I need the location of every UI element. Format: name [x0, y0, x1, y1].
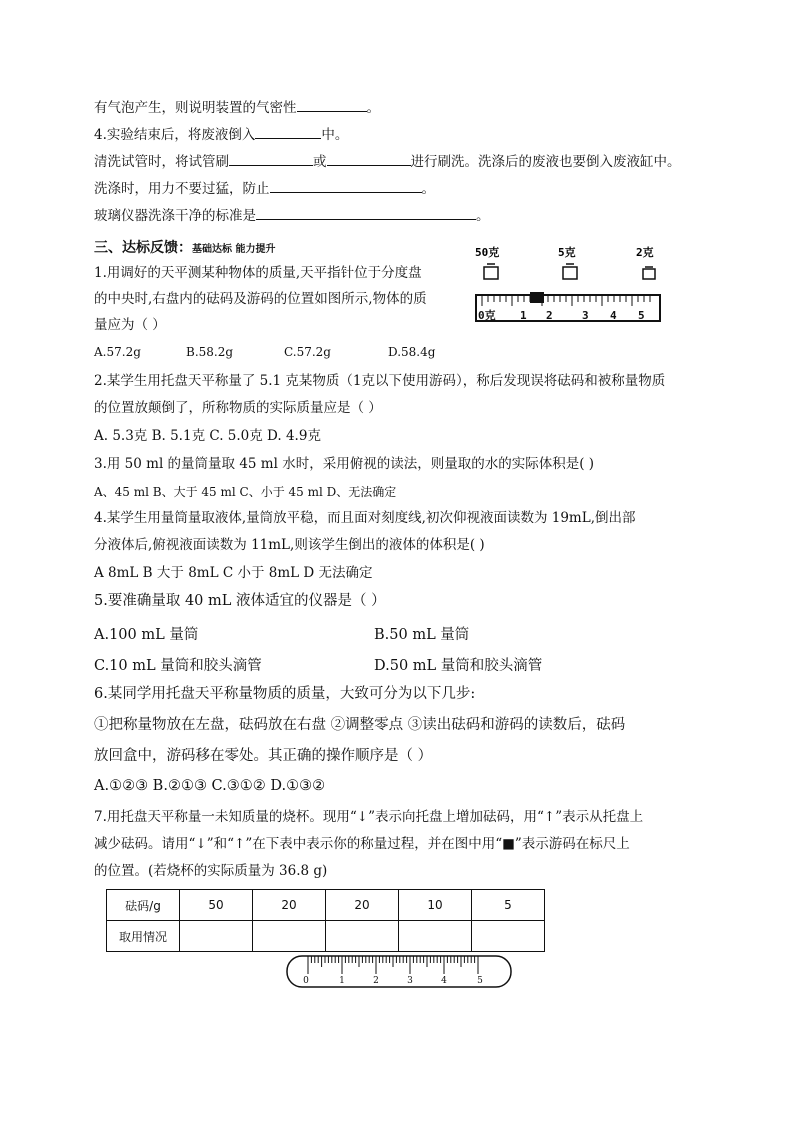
q5-option-b[interactable]: B.50 mL 量筒 — [374, 627, 470, 643]
answer-cell[interactable] — [253, 921, 326, 952]
text: 玻璃仪器洗涤干净的标准是 — [94, 208, 256, 224]
q1-option-b[interactable]: B.58.2g — [186, 345, 234, 359]
tick-label: 3 — [582, 309, 589, 322]
ruler-label: 1 — [339, 976, 345, 986]
table-row — [107, 890, 545, 921]
q7-line: 的位置。(若烧杯的实际质量为 36.8 g) — [94, 863, 328, 879]
table-header-cell: 取用情况 — [107, 921, 180, 952]
q7-line: 7.用托盘天平称量一未知质量的烧杯。现用“↓”表示向托盘上增加砝码，用“↑”表示从托盘上 — [94, 809, 644, 825]
section-title: 三、达标反馈： — [94, 240, 192, 256]
q2-line: 2.某学生用托盘天平称量了 5.1 克某物质（1克以下使用游码），称后发现误将砝码和被称量物质 — [94, 373, 666, 389]
rider-ruler[interactable] — [286, 955, 512, 989]
ruler-label: 5 — [477, 976, 483, 986]
q6-line: 6.某同学用托盘天平称量物质的质量，大致可分为以下几步: — [94, 686, 476, 702]
ruler-label: 4 — [441, 976, 447, 986]
q4-line: 4.某学生用量筒量取液体,量筒放平稳，而且面对刻度线,初次仰视液面读数为 19mL,倒出部 — [94, 510, 636, 526]
text: 中。 — [321, 127, 349, 143]
rider-marker — [530, 292, 544, 303]
weight-label-2: 2克 — [636, 246, 654, 259]
q4-line: 分液体后,俯视液面读数为 11mL,则该学生倒出的液体的体积是( ) — [94, 537, 485, 553]
q3-options[interactable]: A、45 ml B、大于 45 ml C、小于 45 ml D、无法确定 — [94, 485, 397, 499]
table-cell: 10 — [399, 890, 472, 921]
answer-blank[interactable] — [297, 97, 367, 112]
text: 或 — [313, 154, 327, 170]
table-row — [107, 921, 545, 952]
answer-blank[interactable] — [255, 124, 321, 139]
q6-options[interactable]: A.①②③ B.②①③ C.③①② D.①③② — [94, 778, 326, 794]
table-cell: 20 — [326, 890, 399, 921]
text: 有气泡产生，则说明装置的气密性 — [94, 100, 297, 116]
section-tags: 基础达标 能力提升 — [192, 244, 276, 255]
tick-label: 1 — [520, 309, 527, 322]
q6-line: 放回盒中，游码移在零处。其正确的操作顺序是（ ） — [94, 748, 433, 764]
q5-option-d[interactable]: D.50 mL 量筒和胶头滴管 — [374, 658, 543, 674]
answer-blank[interactable] — [229, 151, 313, 166]
q5-line: 5.要准确量取 40 mL 液体适宜的仪器是（ ） — [94, 593, 386, 609]
ruler-label: 2 — [373, 976, 379, 986]
answer-blank[interactable] — [256, 205, 476, 220]
answer-cell[interactable] — [180, 921, 253, 952]
tick-label: 0克 — [478, 309, 496, 322]
text: 4.实验结束后，将废液倒入 — [94, 127, 256, 143]
line-tube-brush — [94, 151, 681, 171]
q1-option-d[interactable]: D.58.4g — [388, 345, 436, 359]
weight-label-50: 50克 — [475, 246, 500, 259]
q3-line: 3.用 50 ml 的量筒量取 45 ml 水时，采用俯视的读法，则量取的水的实际体积是( ) — [94, 456, 595, 472]
text: 洗涤时，用力不要过猛，防止 — [94, 181, 270, 197]
answer-cell[interactable] — [472, 921, 545, 952]
q5-option-a[interactable]: A.100 mL 量筒 — [94, 627, 199, 643]
weight-label-5: 5克 — [558, 246, 576, 259]
answer-cell[interactable] — [326, 921, 399, 952]
q1-line: 的中央时,右盘内的砝码及游码的位置如图所示,物体的质 — [94, 291, 427, 307]
table-cell: 20 — [253, 890, 326, 921]
weights-table — [106, 889, 545, 952]
weights-icon — [484, 264, 655, 279]
q2-options[interactable]: A. 5.3克 B. 5.1克 C. 5.0克 D. 4.9克 — [94, 428, 321, 444]
line-clean-standard — [94, 205, 490, 225]
tick-label: 5 — [638, 309, 645, 322]
q1-line: 1.用调好的天平测某种物体的质量,天平指针位于分度盘 — [94, 265, 422, 281]
table-cell: 50 — [180, 890, 253, 921]
table-cell: 5 — [472, 890, 545, 921]
text: 进行刷洗。洗涤后的废液也要倒入废液缸中。 — [410, 154, 681, 170]
text: 。 — [366, 100, 380, 116]
q7-line: 减少砝码。请用“↓”和“↑”在下表中表示你的称量过程，并在图中用“■”表示游码在标尺上 — [94, 836, 630, 852]
rider-scale — [476, 292, 660, 322]
q1-option-c[interactable]: C.57.2g — [284, 345, 331, 359]
q6-line: ①把称量物放在左盘，砝码放在右盘 ②调整零点 ③读出砝码和游码的读数后，砝码 — [94, 717, 626, 733]
q1-option-a[interactable]: A.57.2g — [94, 345, 141, 359]
ruler-label: 3 — [407, 976, 413, 986]
line-waste-liquid — [94, 124, 348, 144]
line-airtightness — [94, 97, 380, 117]
answer-blank[interactable] — [270, 178, 422, 193]
section-header — [94, 239, 275, 259]
text: 。 — [421, 181, 435, 197]
answer-blank[interactable] — [327, 151, 411, 166]
q2-line: 的位置放颠倒了，所称物质的实际质量应是（ ） — [94, 400, 382, 416]
text: 清洗试管时，将试管刷 — [94, 154, 229, 170]
tick-label: 2 — [546, 309, 553, 322]
ruler-label: 0 — [303, 976, 309, 986]
line-washing — [94, 178, 435, 198]
table-header-cell: 砝码/g — [107, 890, 180, 921]
text: 。 — [476, 208, 490, 224]
answer-cell[interactable] — [399, 921, 472, 952]
balance-figure — [470, 240, 670, 330]
q4-options[interactable]: A 8mL B 大于 8mL C 小于 8mL D 无法确定 — [94, 565, 373, 581]
q1-line: 量应为（ ） — [94, 317, 166, 333]
q5-option-c[interactable]: C.10 mL 量筒和胶头滴管 — [94, 658, 262, 674]
tick-label: 4 — [610, 309, 617, 322]
